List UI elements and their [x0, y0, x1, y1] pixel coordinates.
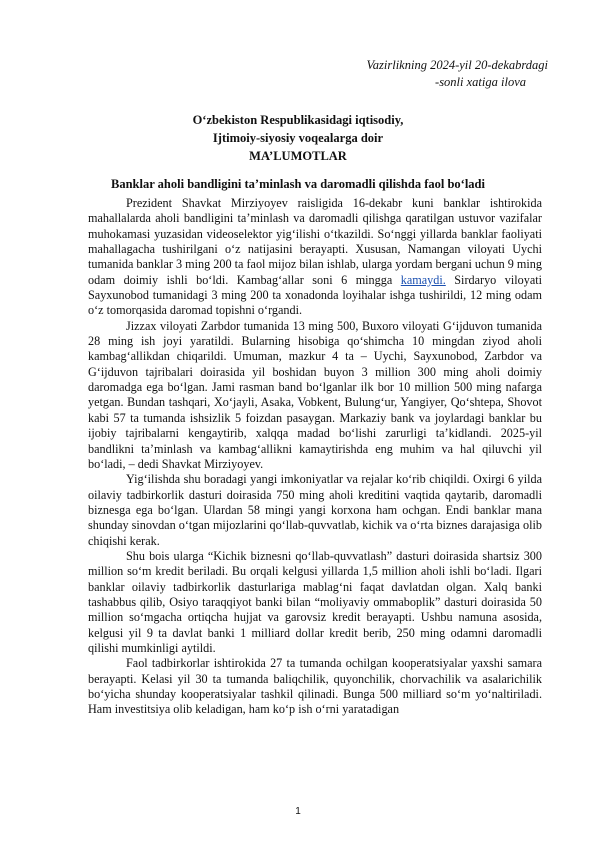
annex-line-1: Vazirlikning 2024-yil 20-dekabrdagi — [366, 58, 548, 72]
paragraph-1 — [88, 196, 542, 319]
title-line-3: MA’LUMOTLAR — [249, 149, 347, 163]
paragraph-2: Jizzax viloyati Zarbdor tumanida 13 ming 500, Buxoro viloyati G‘ijduvon tumanida 28 ming ish joyi yaratildi. Bularning hisobiga qo‘shimcha 10 mingdan ziyod aholi kambag‘allikdan chiqarildi. Umuman, mazkur 4 ta – Uychi, Sayxunobod, Zarbdor va G‘ijduvon tajribalari doirasida yil boshidan buyon 3 million 300 ming aholi doimiy daromadga ega bo‘lgan. Jami rasman band bo‘lganlar ilk bor 10 million 500 ming nafarga yetgan. Bundan tashqari, Xo‘jayli, Asaka, Vobkent, Bulung‘ur, Yangiyer, Qo‘shtepa, Shovot kabi 57 ta tumanda ishsizlik 5 foizdan pasaygan. Markaziy bank va joylardagi banklar bu ijobiy tajribalarni kengaytirib, xalqqa madad bo‘lishi zarurligi ta’kidlandi. 2025-yil bandlikni ta’minlash va kambag‘allikni kamaytirishda eng muhim va hal qiluvchi yil bo‘ladi, – dedi Shavkat Mirziyoyev. — [88, 318, 542, 471]
annex-line-2: -sonli xatiga ilova — [435, 75, 526, 89]
document-body — [88, 196, 542, 718]
paragraph-4: Shu bois ularga “Kichik biznesni qo‘llab-quvvatlash” dasturi doirasida shartsiz 300 million so‘m kredit beriladi. Bu orqali kelgusi yillarda 1,5 million aholi ishli bo‘ladi. Ilgari banklar oilaviy tadbirkorlik dasturlariga mablag‘ni faqat davlatdan olgan. Xalq banki tashabbus qilib, Osiyo taraqqiyot banki bilan “moliyaviy ommaboplik” dasturi doirasida 50 million so‘mgacha ortiqcha hujjat va garovsiz kredit berayapti. Ushbu namuna asosida, kelgusi yil 9 ta davlat banki 1 milliard dollar kredit berib, 250 ming odamni daromadli qilishi mumkinligi aytildi. — [88, 548, 542, 655]
inline-link[interactable]: kamaydi. — [400, 272, 446, 287]
paragraph-1-text-b: Sirdaryo viloyati Sayxunobod tumanidagi 3 ming 200 ta xonadonda loyihalar ishga tushirildi, 12 ming odam o‘z tomorqasida daromad topishni o‘rgandi. — [88, 272, 542, 318]
annex-note — [288, 57, 548, 91]
page-number: 1 — [295, 806, 301, 817]
section-heading: Banklar aholi bandligini ta’minlash va daromadli qilishda faol bo‘ladi — [111, 177, 485, 191]
title-line-1: O‘zbekiston Respublikasidagi iqtisodiy, — [192, 113, 404, 127]
paragraph-5: Faol tadbirkorlar ishtirokida 27 ta tumanda ochilgan kooperatsiyalar yaxshi samara berayapti. Kelasi yil 30 ta tumanda baliqchilik, quyonchilik, chorvachilik va asalarichilik bo‘yicha shunday kooperatsiyalar tashkil qilinadi. Bunga 500 milliard so‘m yo‘naltiriladi. Ham investitsiya olib keladigan, ham ko‘p ish o‘rni yaratadigan — [88, 656, 542, 717]
paragraph-3: Yig‘ilishda shu boradagi yangi imkoniyatlar va rejalar ko‘rib chiqildi. Oxirgi 6 yilda oilaviy tadbirkorlik dasturi doirasida 750 ming aholi kreditini vaqtida qaytarib, daromadli biznesga ega bo‘lgan. Ulardan 58 mingi yangi korxona ham ochgan. Endi banklar mana shunday sinovdan o‘tgan mijozlarini qo‘llab-quvvatlab, kichik va o‘rta biznes darajasiga olib chiqishi kerak. — [88, 472, 542, 548]
document-title — [0, 111, 596, 165]
paragraph-1-text-a: Prezident Shavkat Mirziyoyev raisligida 16-dekabr kuni banklar ishtirokida mahallalarda aholi bandligini ta’minlash va daromadli qilishga qaratilgan ustuvor vazifalar muhokamasi yuzasidan videoselektor yig‘ilishi o‘tkazildi. So‘nggi yillarda banklar faoliyati mahallagacha tushirilgani o‘z natijasini berayapti. Xususan, Namangan viloyati Uychi tumanida banklar 3 ming 200 ta faol mijoz bilan ishlab, ularga yordam bergani uchun 9 ming odam doimiy ishli bo‘ldi. Kambag‘allar soni 6 mingga — [88, 196, 542, 287]
title-line-2: Ijtimoiy-siyosiy voqealarga doir — [212, 131, 384, 145]
